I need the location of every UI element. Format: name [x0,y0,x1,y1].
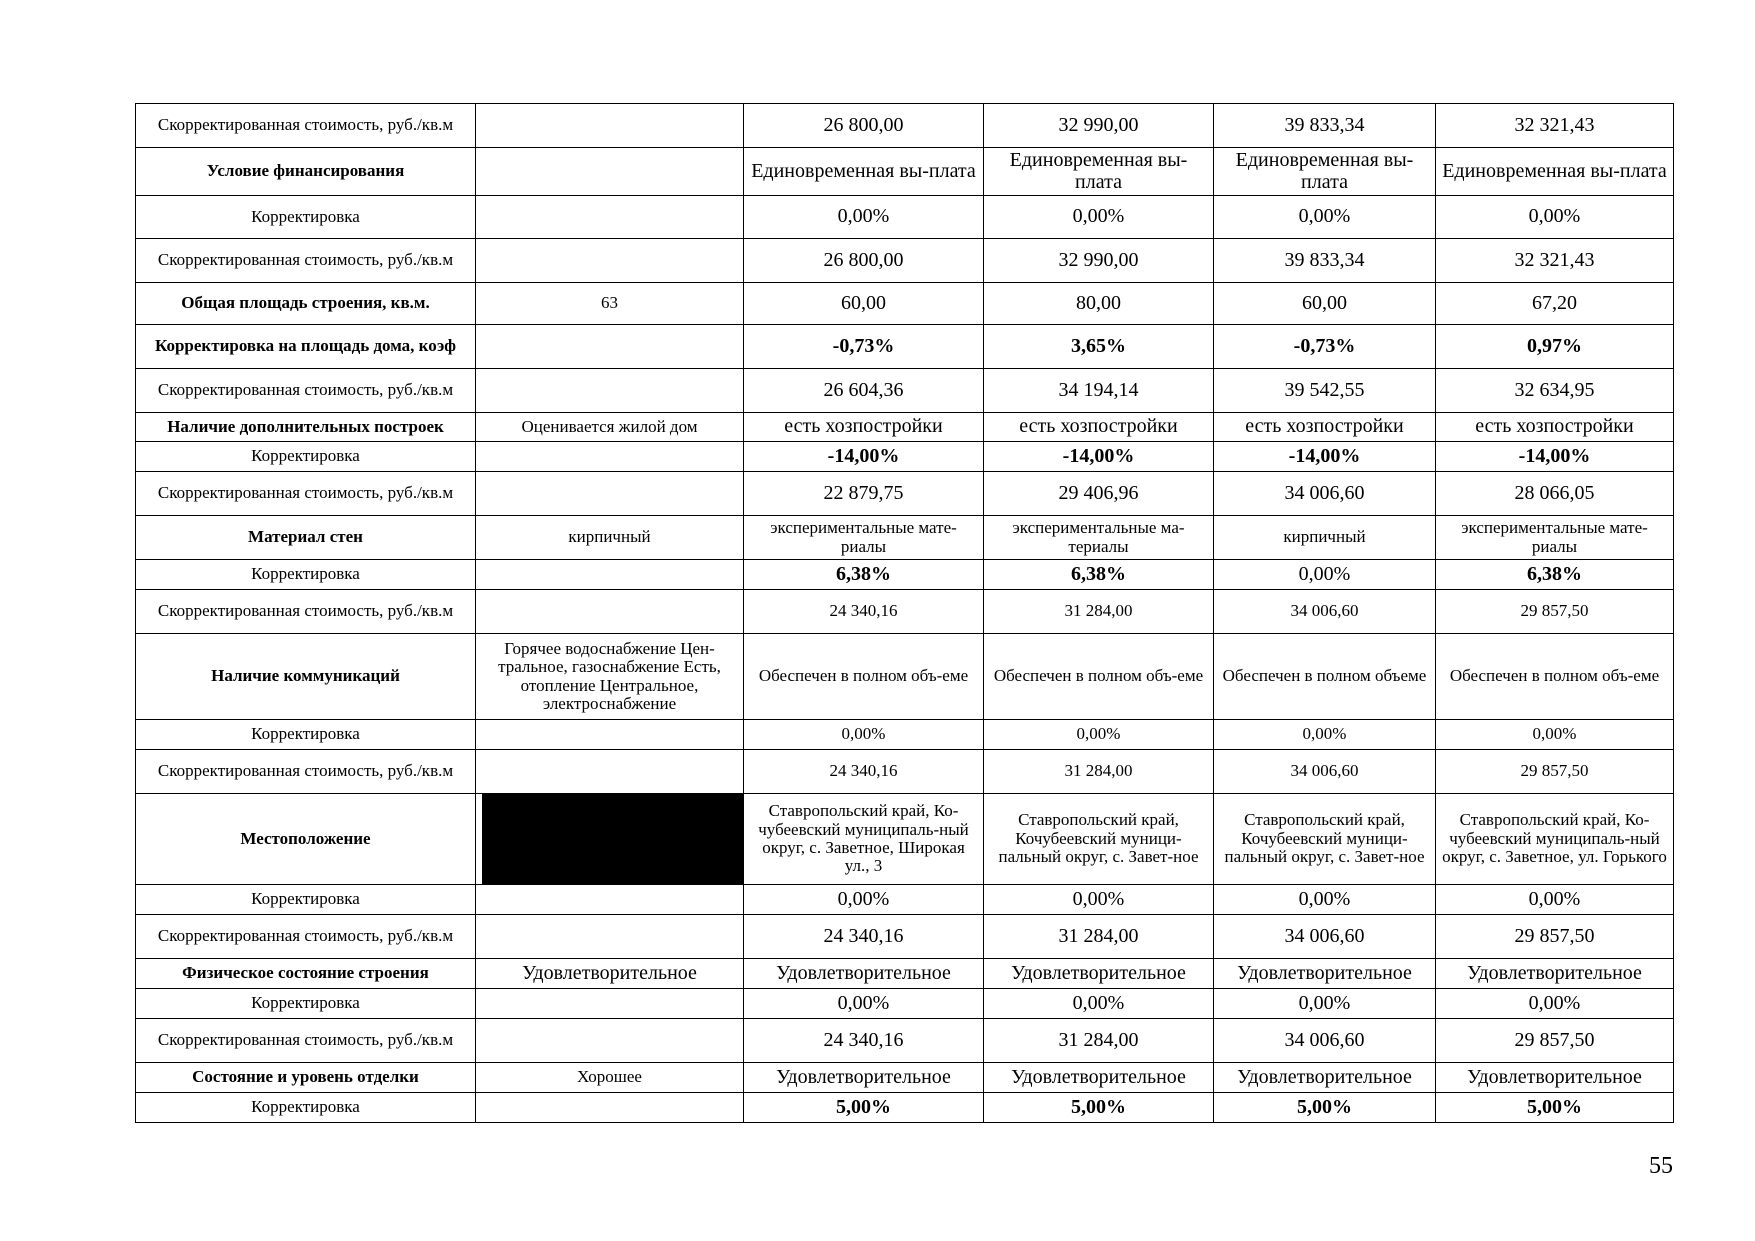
analog-value-1: Удовлетворительное [744,959,984,989]
row-label: Скорректированная стоимость, руб./кв.м [136,750,476,794]
analog-value-2: 29 406,96 [984,472,1214,516]
analog-value-3: Единовременная вы-плата [1214,148,1436,196]
analog-value-1: 24 340,16 [744,590,984,634]
analog-value-4: 67,20 [1436,283,1674,325]
subject-cell [476,720,744,750]
row-label: Скорректированная стоимость, руб./кв.м [136,1019,476,1063]
analog-value-1: 0,00% [744,885,984,915]
analog-value-4: 32 634,95 [1436,369,1674,413]
row-label: Корректировка [136,196,476,239]
analog-value-1: 24 340,16 [744,750,984,794]
analog-value-4: есть хозпостройки [1436,413,1674,442]
analog-value-2: 31 284,00 [984,590,1214,634]
row-label: Скорректированная стоимость, руб./кв.м [136,472,476,516]
analog-value-3: 34 006,60 [1214,750,1436,794]
subject-cell [476,472,744,516]
subject-cell [476,325,744,369]
analog-value-3: 0,00% [1214,720,1436,750]
redaction-block [482,794,744,884]
analog-value-3: 34 006,60 [1214,472,1436,516]
analog-value-1: Удовлетворительное [744,1063,984,1093]
analog-value-2: Ставропольский край, Кочубеевский муници-пальный округ, с. Завет-ное [984,794,1214,885]
analog-value-3: 0,00% [1214,196,1436,239]
table-row [136,885,1674,915]
analog-value-3: Ставропольский край, Кочубеевский муници-пальный округ, с. Завет-ное [1214,794,1436,885]
subject-cell [476,1019,744,1063]
subject-cell [476,369,744,413]
row-label: Скорректированная стоимость, руб./кв.м [136,369,476,413]
analog-value-1: Единовременная вы-плата [744,148,984,196]
analog-value-1: 26 800,00 [744,239,984,283]
analog-value-1: 0,00% [744,989,984,1019]
comparison-table [135,103,1674,1123]
table-row [136,413,1674,442]
analog-value-4: 0,00% [1436,989,1674,1019]
analog-value-2: Удовлетворительное [984,1063,1214,1093]
table-row [136,794,1674,885]
subject-cell: кирпичный [476,516,744,560]
table-row [136,750,1674,794]
analog-value-3: 34 006,60 [1214,590,1436,634]
analog-value-4: 32 321,43 [1436,104,1674,148]
table-row [136,1019,1674,1063]
row-label: Состояние и уровень отделки [136,1063,476,1093]
row-label: Корректировка [136,720,476,750]
subject-cell [476,989,744,1019]
row-label: Физическое состояние строения [136,959,476,989]
analog-value-2: 31 284,00 [984,915,1214,959]
analog-value-4: 29 857,50 [1436,915,1674,959]
row-label: Корректировка [136,885,476,915]
analog-value-1: 6,38% [744,560,984,590]
analog-value-3: 0,00% [1214,885,1436,915]
analog-value-3: 39 833,34 [1214,104,1436,148]
analog-value-3: Обеспечен в полном объеме [1214,634,1436,720]
analog-value-2: 5,00% [984,1093,1214,1123]
analog-value-3: 39 833,34 [1214,239,1436,283]
analog-value-1: 60,00 [744,283,984,325]
analog-value-4: 0,97% [1436,325,1674,369]
analog-value-4: Обеспечен в полном объ-еме [1436,634,1674,720]
table-row [136,720,1674,750]
subject-cell [476,794,744,885]
row-label: Скорректированная стоимость, руб./кв.м [136,590,476,634]
analog-value-4: 28 066,05 [1436,472,1674,516]
subject-cell [476,196,744,239]
analog-value-4: 0,00% [1436,720,1674,750]
analog-value-3: -14,00% [1214,442,1436,472]
analog-value-2: 31 284,00 [984,750,1214,794]
analog-value-3: Удовлетворительное [1214,1063,1436,1093]
table-row [136,1063,1674,1093]
row-label: Наличие коммуникаций [136,634,476,720]
analog-value-1: Обеспечен в полном объ-еме [744,634,984,720]
table-row [136,590,1674,634]
row-label: Общая площадь строения, кв.м. [136,283,476,325]
table-row [136,634,1674,720]
table-row [136,283,1674,325]
analog-value-3: 0,00% [1214,989,1436,1019]
analog-value-2: 32 990,00 [984,104,1214,148]
row-label: Корректировка [136,560,476,590]
analog-value-1: 0,00% [744,720,984,750]
analog-value-1: 26 800,00 [744,104,984,148]
table-row [136,148,1674,196]
row-label: Наличие дополнительных построек [136,413,476,442]
subject-cell [476,104,744,148]
subject-cell [476,442,744,472]
row-label: Скорректированная стоимость, руб./кв.м [136,104,476,148]
analog-value-1: -14,00% [744,442,984,472]
row-label: Скорректированная стоимость, руб./кв.м [136,239,476,283]
analog-value-4: 5,00% [1436,1093,1674,1123]
analog-value-1: 26 604,36 [744,369,984,413]
analog-value-3: Удовлетворительное [1214,959,1436,989]
analog-value-4: экспериментальные мате-риалы [1436,516,1674,560]
analog-value-4: Ставропольский край, Ко-чубеевский муниципаль-ный округ, с. Заветное, ул. Горького [1436,794,1674,885]
analog-value-1: 22 879,75 [744,472,984,516]
analog-value-4: Удовлетворительное [1436,1063,1674,1093]
row-label: Корректировка [136,989,476,1019]
analog-value-3: 34 006,60 [1214,1019,1436,1063]
table-row [136,989,1674,1019]
analog-value-4: 29 857,50 [1436,750,1674,794]
table-row [136,325,1674,369]
subject-cell [476,590,744,634]
row-label: Местоположение [136,794,476,885]
subject-cell [476,560,744,590]
table-row [136,472,1674,516]
analog-value-2: 0,00% [984,885,1214,915]
subject-cell: Горячее водоснабжение Цен-тральное, газоснабжение Есть, отопление Центральное, электроснабжение [476,634,744,720]
table-row [136,560,1674,590]
subject-cell: Удовлетворительное [476,959,744,989]
subject-cell: Оценивается жилой дом [476,413,744,442]
row-label: Корректировка [136,1093,476,1123]
analog-value-1: 24 340,16 [744,1019,984,1063]
row-label: Материал стен [136,516,476,560]
row-label: Скорректированная стоимость, руб./кв.м [136,915,476,959]
analog-value-2: 3,65% [984,325,1214,369]
analog-value-4: 32 321,43 [1436,239,1674,283]
table-row [136,1093,1674,1123]
row-label: Корректировка [136,442,476,472]
analog-value-2: Удовлетворительное [984,959,1214,989]
analog-value-1: -0,73% [744,325,984,369]
analog-value-2: 0,00% [984,196,1214,239]
analog-value-4: 0,00% [1436,885,1674,915]
analog-value-2: 34 194,14 [984,369,1214,413]
table-row [136,104,1674,148]
analog-value-1: 0,00% [744,196,984,239]
analog-value-3: 34 006,60 [1214,915,1436,959]
analog-value-4: -14,00% [1436,442,1674,472]
table-row [136,239,1674,283]
subject-cell [476,750,744,794]
row-label: Условие финансирования [136,148,476,196]
table-row [136,442,1674,472]
analog-value-4: Удовлетворительное [1436,959,1674,989]
analog-value-4: 29 857,50 [1436,590,1674,634]
subject-cell [476,885,744,915]
analog-value-4: 29 857,50 [1436,1019,1674,1063]
analog-value-2: экспериментальные ма-териалы [984,516,1214,560]
analog-value-2: есть хозпостройки [984,413,1214,442]
subject-cell: Хорошее [476,1063,744,1093]
comparison-table-body [136,104,1674,1123]
page-number: 55 [1649,1153,1673,1179]
analog-value-3: кирпичный [1214,516,1436,560]
table-row [136,196,1674,239]
analog-value-1: 24 340,16 [744,915,984,959]
table-row [136,369,1674,413]
analog-value-2: 0,00% [984,720,1214,750]
analog-value-2: 32 990,00 [984,239,1214,283]
analog-value-3: 39 542,55 [1214,369,1436,413]
table-row [136,915,1674,959]
row-label: Корректировка на площадь дома, коэф [136,325,476,369]
subject-cell [476,915,744,959]
analog-value-2: 31 284,00 [984,1019,1214,1063]
analog-value-4: 6,38% [1436,560,1674,590]
analog-value-2: Единовременная вы-плата [984,148,1214,196]
analog-value-1: есть хозпостройки [744,413,984,442]
subject-cell [476,239,744,283]
analog-value-3: -0,73% [1214,325,1436,369]
table-row [136,516,1674,560]
analog-value-3: 60,00 [1214,283,1436,325]
table-row [136,959,1674,989]
analog-value-2: 0,00% [984,989,1214,1019]
analog-value-4: Единовременная вы-плата [1436,148,1674,196]
analog-value-1: Ставропольский край, Ко-чубеевский муниципаль-ный округ, с. Заветное, Широкая ул., 3 [744,794,984,885]
subject-cell: 63 [476,283,744,325]
analog-value-3: есть хозпостройки [1214,413,1436,442]
analog-value-3: 5,00% [1214,1093,1436,1123]
analog-value-2: 6,38% [984,560,1214,590]
subject-cell [476,1093,744,1123]
analog-value-2: Обеспечен в полном объ-еме [984,634,1214,720]
analog-value-4: 0,00% [1436,196,1674,239]
analog-value-2: -14,00% [984,442,1214,472]
analog-value-1: экспериментальные мате-риалы [744,516,984,560]
analog-value-1: 5,00% [744,1093,984,1123]
subject-cell [476,148,744,196]
analog-value-3: 0,00% [1214,560,1436,590]
analog-value-2: 80,00 [984,283,1214,325]
